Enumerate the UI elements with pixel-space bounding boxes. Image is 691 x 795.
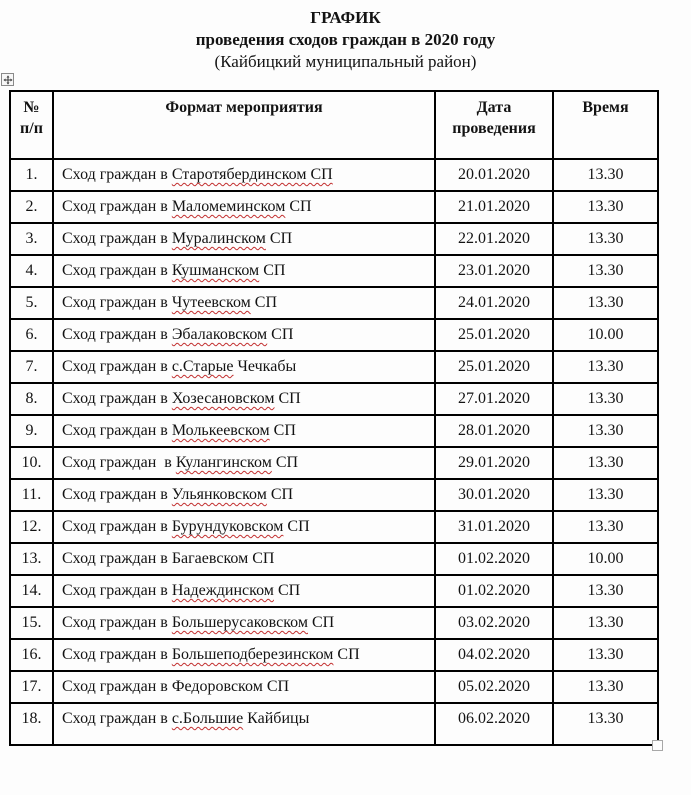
event-time-cell: 13.30 bbox=[553, 511, 658, 543]
format-text: Сход граждан в bbox=[62, 518, 172, 535]
row-number: 9. bbox=[10, 415, 53, 447]
format-text: Сход граждан в bbox=[62, 422, 172, 439]
header-date: Дата проведения bbox=[435, 91, 553, 159]
event-date-cell: 22.01.2020 bbox=[435, 223, 553, 255]
format-text: Сход граждан в bbox=[62, 294, 172, 311]
row-number: 13. bbox=[10, 543, 53, 575]
event-format-cell bbox=[53, 447, 435, 479]
event-date-cell: 01.02.2020 bbox=[435, 543, 553, 575]
event-format-cell bbox=[53, 479, 435, 511]
format-text-suffix: СП bbox=[269, 422, 296, 439]
header-time: Время bbox=[553, 91, 658, 159]
table-resize-handle[interactable] bbox=[652, 740, 663, 751]
format-text: Сход граждан в bbox=[62, 614, 172, 631]
format-text: Сход граждан в bbox=[62, 454, 176, 471]
misspelled-text: Кушманском bbox=[171, 262, 260, 279]
misspelled-text: Эбалаковском bbox=[171, 326, 268, 343]
format-text-suffix: СП bbox=[274, 390, 301, 407]
table-row bbox=[10, 255, 658, 287]
misspelled-text: Бурундуковском bbox=[171, 518, 284, 535]
title-line-3: (Кайбицкий муниципальный район) bbox=[214, 52, 477, 71]
format-text-suffix: СП bbox=[266, 486, 294, 503]
format-text: Сход граждан в bbox=[62, 198, 172, 215]
event-time-cell: 13.30 bbox=[553, 703, 658, 745]
format-text-suffix: СП bbox=[250, 294, 277, 311]
event-time-cell: 13.30 bbox=[553, 479, 658, 511]
row-number: 11. bbox=[10, 479, 53, 511]
table-row bbox=[10, 159, 658, 191]
misspelled-text: Ульянковском bbox=[171, 486, 267, 503]
misspelled-text: Молькеевском bbox=[171, 422, 270, 439]
event-date-cell: 04.02.2020 bbox=[435, 639, 553, 671]
format-text: Сход граждан в bbox=[62, 230, 172, 247]
event-format-cell bbox=[53, 671, 435, 703]
format-text: Сход граждан в bbox=[62, 486, 172, 503]
table-row bbox=[10, 383, 658, 415]
event-time-cell: 13.30 bbox=[553, 191, 658, 223]
event-format-cell bbox=[53, 351, 435, 383]
format-text-suffix: СП bbox=[259, 262, 286, 279]
event-date-cell: 24.01.2020 bbox=[435, 287, 553, 319]
event-time-cell: 13.30 bbox=[553, 415, 658, 447]
row-number: 2. bbox=[10, 191, 53, 223]
event-date-cell: 31.01.2020 bbox=[435, 511, 553, 543]
event-date-cell: 25.01.2020 bbox=[435, 319, 553, 351]
table-row bbox=[10, 319, 658, 351]
misspelled-text: Муралинском bbox=[171, 230, 266, 247]
event-time-cell: 13.30 bbox=[553, 351, 658, 383]
table-row bbox=[10, 223, 658, 255]
format-text: Сход граждан в Федоровском СП bbox=[62, 678, 290, 695]
event-time-cell: 13.30 bbox=[553, 159, 658, 191]
event-time-cell: 13.30 bbox=[553, 287, 658, 319]
event-time-cell: 13.30 bbox=[553, 607, 658, 639]
format-text: Сход граждан в bbox=[62, 646, 172, 663]
event-time-cell: 10.00 bbox=[553, 319, 658, 351]
format-text: Сход граждан в bbox=[62, 390, 172, 407]
event-format-cell bbox=[53, 639, 435, 671]
row-number: 18. bbox=[10, 703, 53, 745]
format-text: Сход граждан в bbox=[62, 166, 172, 183]
event-date-cell: 03.02.2020 bbox=[435, 607, 553, 639]
event-date-cell: 20.01.2020 bbox=[435, 159, 553, 191]
misspelled-text: Старотябердинском СП bbox=[171, 166, 333, 183]
format-text-suffix: СП bbox=[273, 582, 301, 599]
event-format-cell bbox=[53, 255, 435, 287]
event-date-cell: 05.02.2020 bbox=[435, 671, 553, 703]
row-number: 7. bbox=[10, 351, 53, 383]
row-number: 5. bbox=[10, 287, 53, 319]
table-row bbox=[10, 511, 658, 543]
misspelled-text: Хозесановском bbox=[171, 390, 275, 407]
event-format-cell bbox=[53, 159, 435, 191]
format-text-suffix: СП bbox=[267, 326, 294, 343]
header-format: Формат мероприятия bbox=[53, 91, 435, 159]
event-format-cell bbox=[53, 607, 435, 639]
table-header-row bbox=[10, 91, 658, 159]
event-format-cell bbox=[53, 415, 435, 447]
event-time-cell: 13.30 bbox=[553, 575, 658, 607]
table-row bbox=[10, 351, 658, 383]
table-row bbox=[10, 575, 658, 607]
misspelled-text: Большеподберезинском bbox=[171, 646, 334, 663]
event-format-cell bbox=[53, 703, 435, 745]
table-row bbox=[10, 479, 658, 511]
event-format-cell bbox=[53, 383, 435, 415]
format-text-suffix: Кайбицы bbox=[243, 710, 310, 727]
format-text: Сход граждан в Багаевском СП bbox=[62, 550, 275, 567]
event-date-cell: 06.02.2020 bbox=[435, 703, 553, 745]
table-row bbox=[10, 287, 658, 319]
format-text: Сход граждан в bbox=[62, 582, 172, 599]
row-number: 4. bbox=[10, 255, 53, 287]
misspelled-text: Большерусаковском bbox=[171, 614, 308, 631]
row-number: 15. bbox=[10, 607, 53, 639]
table-row bbox=[10, 447, 658, 479]
header-num bbox=[10, 91, 53, 159]
row-number: 14. bbox=[10, 575, 53, 607]
table-move-handle[interactable] bbox=[1, 73, 14, 86]
row-number: 10. bbox=[10, 447, 53, 479]
misspelled-text: Маломеминском bbox=[171, 198, 286, 215]
event-format-cell bbox=[53, 223, 435, 255]
row-number: 17. bbox=[10, 671, 53, 703]
event-time-cell: 13.30 bbox=[553, 671, 658, 703]
event-date-cell: 25.01.2020 bbox=[435, 351, 553, 383]
event-format-cell bbox=[53, 575, 435, 607]
misspelled-text: Чутеевском bbox=[171, 294, 251, 311]
format-text-suffix: СП bbox=[333, 646, 360, 663]
format-text: Сход граждан в bbox=[62, 262, 172, 279]
misspelled-text: с.Старые bbox=[171, 358, 234, 375]
table-row bbox=[10, 415, 658, 447]
event-format-cell bbox=[53, 287, 435, 319]
event-date-cell: 28.01.2020 bbox=[435, 415, 553, 447]
event-time-cell: 13.30 bbox=[553, 383, 658, 415]
row-number: 1. bbox=[10, 159, 53, 191]
format-text: Сход граждан в bbox=[62, 326, 172, 343]
header-num-bottom: п/п bbox=[20, 120, 43, 137]
misspelled-text: Кулангинском bbox=[175, 454, 272, 471]
format-text-suffix: СП bbox=[283, 518, 310, 535]
row-number: 8. bbox=[10, 383, 53, 415]
row-number: 3. bbox=[10, 223, 53, 255]
event-date-cell: 21.01.2020 bbox=[435, 191, 553, 223]
event-date-cell: 23.01.2020 bbox=[435, 255, 553, 287]
format-text-suffix: СП bbox=[265, 230, 293, 247]
table-row bbox=[10, 671, 658, 703]
misspelled-text: Надеждинском bbox=[171, 582, 274, 599]
format-text-suffix: Чечкабы bbox=[233, 358, 297, 375]
event-time-cell: 10.00 bbox=[553, 543, 658, 575]
schedule-table bbox=[9, 90, 659, 746]
event-time-cell: 13.30 bbox=[553, 255, 658, 287]
event-format-cell bbox=[53, 319, 435, 351]
title-line-1: ГРАФИК bbox=[310, 8, 381, 27]
table-row bbox=[10, 607, 658, 639]
row-number: 16. bbox=[10, 639, 53, 671]
misspelled-text: с.Большие bbox=[171, 710, 244, 727]
format-text: Сход граждан в bbox=[62, 710, 172, 727]
format-text: Сход граждан в bbox=[62, 358, 172, 375]
table-row bbox=[10, 703, 658, 745]
event-time-cell: 13.30 bbox=[553, 639, 658, 671]
event-date-cell: 29.01.2020 bbox=[435, 447, 553, 479]
event-format-cell bbox=[53, 191, 435, 223]
row-number: 6. bbox=[10, 319, 53, 351]
move-icon bbox=[3, 75, 13, 85]
header-num-top: № bbox=[23, 99, 40, 116]
event-date-cell: 01.02.2020 bbox=[435, 575, 553, 607]
format-text-suffix: СП bbox=[285, 198, 312, 215]
event-date-cell: 30.01.2020 bbox=[435, 479, 553, 511]
table-row bbox=[10, 543, 658, 575]
event-format-cell bbox=[53, 511, 435, 543]
event-format-cell bbox=[53, 543, 435, 575]
table-row bbox=[10, 191, 658, 223]
format-text-suffix: СП bbox=[308, 614, 335, 631]
event-time-cell: 13.30 bbox=[553, 447, 658, 479]
row-number: 12. bbox=[10, 511, 53, 543]
table-row bbox=[10, 639, 658, 671]
document-title-block bbox=[0, 0, 691, 73]
event-date-cell: 27.01.2020 bbox=[435, 383, 553, 415]
title-line-2: проведения сходов граждан в 2020 году bbox=[195, 30, 496, 49]
format-text-suffix: СП bbox=[271, 454, 299, 471]
event-time-cell: 13.30 bbox=[553, 223, 658, 255]
